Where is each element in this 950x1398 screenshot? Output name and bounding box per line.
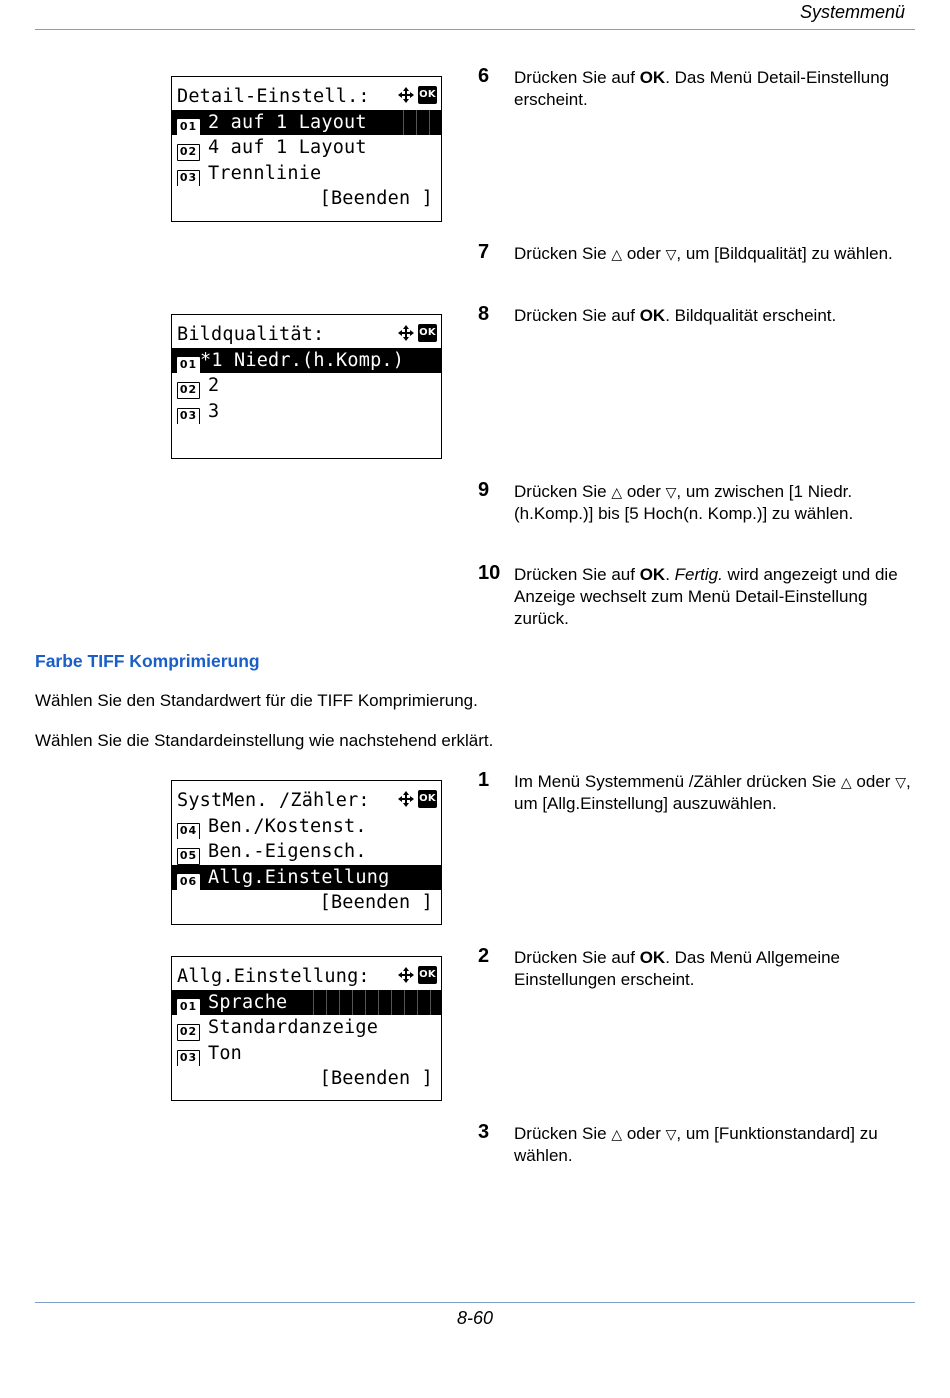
item-number-icon: 06 xyxy=(177,874,200,891)
step-number: 8 xyxy=(478,303,490,325)
item-number-icon: 01 xyxy=(177,357,200,374)
lcd-end-label: [Beenden ] xyxy=(319,892,433,913)
lcd-title: Bildqualität: xyxy=(177,324,325,345)
item-label: *1 Niedr.(h.Komp.) xyxy=(200,349,405,371)
item-label: Ben./Kostenst. xyxy=(208,815,367,837)
item-label: Standardanzeige xyxy=(208,1017,379,1038)
step-10: 10 Drücken Sie auf OK. Fertig. wird angezeigt und die Anzeige wechselt zum Menü Detail-Einstellung zurück. xyxy=(478,562,898,628)
lcd-nav-indicator xyxy=(397,324,437,342)
item-number-icon: 01 xyxy=(177,999,200,1016)
lcd-title: Allg.Einstellung: xyxy=(177,966,370,987)
lcd-detail-einstellung xyxy=(171,76,442,222)
item-label: 2 auf 1 Layout xyxy=(208,111,367,133)
item-number-icon: 02 xyxy=(177,144,200,161)
item-label: Ton xyxy=(208,1042,243,1064)
down-arrow-icon: ▽ xyxy=(665,246,677,262)
step-8: 8 Drücken Sie auf OK. Bildqualität erscheint. xyxy=(478,303,837,325)
ok-icon: OK xyxy=(418,324,437,342)
up-arrow-icon: △ xyxy=(611,484,623,500)
lcd-end-label: [Beenden ] xyxy=(319,1068,433,1089)
step-number: 9 xyxy=(478,479,490,501)
item-label: Sprache xyxy=(208,991,288,1013)
lcd-title: Detail-Einstell.: xyxy=(177,86,370,107)
lcd-end-label: [Beenden ] xyxy=(319,188,433,209)
item-label: Ben.-Eigensch. xyxy=(208,841,367,862)
step-9: 9 Drücken Sie △ oder ▽, um zwischen [1 Niedr.(h.Komp.)] bis [5 Hoch(n. Komp.)] zu wählen. xyxy=(478,479,854,523)
item-number-icon: 05 xyxy=(177,848,200,865)
lcd-list-item xyxy=(172,110,441,136)
section-intro: Wählen Sie den Standardwert für die TIFF Komprimierung. xyxy=(35,691,478,710)
item-label: 3 xyxy=(208,400,220,422)
page-number: 8-60 xyxy=(456,1308,494,1328)
lcd-bildqualitaet xyxy=(171,314,442,459)
step-number: 1 xyxy=(478,769,490,791)
down-arrow-icon: ▽ xyxy=(895,774,906,790)
step-number: 7 xyxy=(478,241,490,263)
step-number: 3 xyxy=(478,1121,490,1143)
section-heading: Farbe TIFF Komprimierung xyxy=(35,651,260,671)
ok-icon: OK xyxy=(418,86,437,104)
lcd-list-item xyxy=(172,135,441,161)
item-number-icon: 01 xyxy=(177,119,200,136)
item-number-icon: 03 xyxy=(177,408,200,425)
item-label: 4 auf 1 Layout xyxy=(208,137,367,158)
four-way-arrow-icon xyxy=(397,86,415,104)
four-way-arrow-icon xyxy=(397,790,415,808)
header-rule xyxy=(35,29,915,30)
lcd-list-item xyxy=(172,839,441,865)
item-number-icon: 02 xyxy=(177,1024,200,1041)
down-arrow-icon: ▽ xyxy=(665,1126,677,1142)
footer-rule xyxy=(35,1302,915,1303)
lcd-list-item xyxy=(172,865,441,891)
up-arrow-icon: △ xyxy=(611,246,623,262)
lcd-nav-indicator xyxy=(397,790,437,808)
step-1: 1 Im Menü Systemmenü /Zähler drücken Sie △ oder ▽, um [Allg.Einstellung] auszuwählen. xyxy=(478,769,911,813)
step-7: 7 Drücken Sie △ oder ▽, um [Bildqualität] zu wählen. xyxy=(478,241,893,263)
lcd-list-item xyxy=(172,990,441,1016)
step-2: 2 Drücken Sie auf OK. Das Menü Allgemeine Einstellungen erscheint. xyxy=(478,945,841,989)
lcd-list-item xyxy=(172,399,441,425)
lcd-systemmenue xyxy=(171,780,442,925)
down-arrow-icon: ▽ xyxy=(665,484,677,500)
lcd-title: SystMen. /Zähler: xyxy=(177,790,370,811)
step-number: 2 xyxy=(478,945,490,967)
four-way-arrow-icon xyxy=(397,324,415,342)
item-label: 2 xyxy=(208,375,220,396)
item-label: Trennlinie xyxy=(208,162,322,184)
step-number: 6 xyxy=(478,65,490,87)
step-3: 3 Drücken Sie △ oder ▽, um [Funktionstandard] zu wählen. xyxy=(478,1121,878,1165)
step-number: 10 xyxy=(478,562,501,584)
up-arrow-icon: △ xyxy=(840,774,852,790)
lcd-nav-indicator xyxy=(397,86,437,104)
lcd-list-item xyxy=(172,1041,441,1067)
section-instruction: Wählen Sie die Standardeinstellung wie nachstehend erklärt. xyxy=(35,731,494,750)
lcd-list-item xyxy=(172,348,441,374)
page-header-title: Systemmenü xyxy=(799,2,905,22)
four-way-arrow-icon xyxy=(397,966,415,984)
lcd-list-item xyxy=(172,814,441,840)
item-number-icon: 03 xyxy=(177,1050,200,1067)
up-arrow-icon: △ xyxy=(611,1126,623,1142)
lcd-list-item xyxy=(172,161,441,187)
ok-icon: OK xyxy=(418,966,437,984)
item-number-icon: 04 xyxy=(177,823,200,840)
lcd-list-item xyxy=(172,1015,441,1041)
item-label: Allg.Einstellung xyxy=(208,866,390,888)
lcd-nav-indicator xyxy=(397,966,437,984)
lcd-list-item xyxy=(172,373,441,399)
item-number-icon: 02 xyxy=(177,382,200,399)
step-6: 6 Drücken Sie auf OK. Das Menü Detail-Einstellung erscheint. xyxy=(478,65,890,109)
lcd-allg-einstellung xyxy=(171,956,442,1101)
ok-icon: OK xyxy=(418,790,437,808)
item-number-icon: 03 xyxy=(177,170,200,187)
